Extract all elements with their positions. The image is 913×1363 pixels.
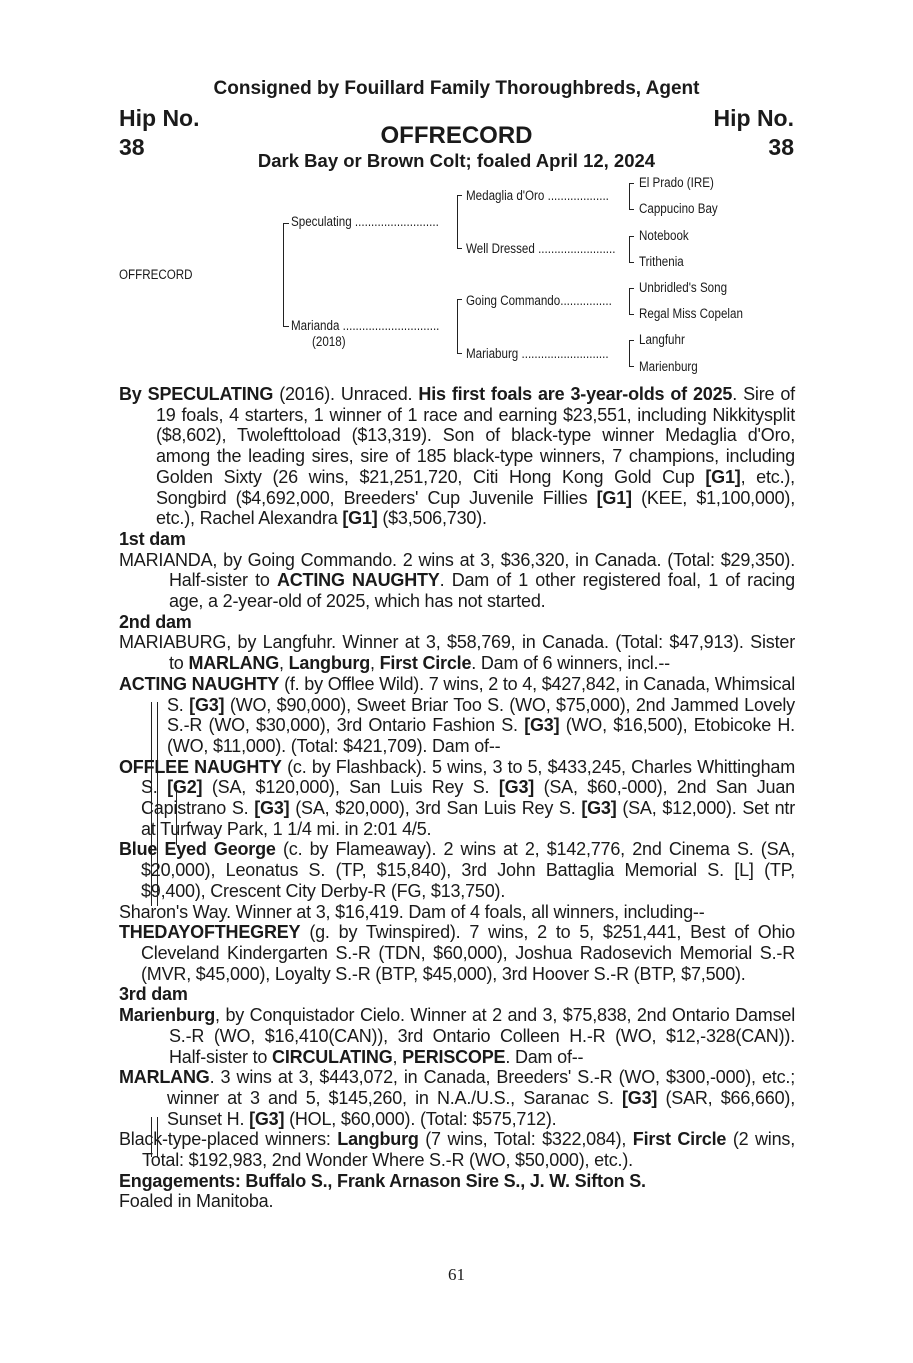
- bracket-line: [629, 209, 634, 210]
- bracket-line: [629, 366, 634, 367]
- produce-sharons-way: Sharon's Way. Winner at 3, $16,419. Dam of 4 foals, all winners, including--: [119, 901, 705, 922]
- sire-name: By SPECULATING: [119, 384, 274, 404]
- bracket-line: [629, 236, 630, 263]
- pedigree-dam-year: (2018): [312, 334, 346, 349]
- pedigree-dam-sire: Going Commando................: [466, 293, 612, 308]
- third-dam-heading: 3rd dam: [119, 984, 188, 1005]
- second-dam-heading: 2nd dam: [119, 611, 192, 632]
- first-dam-heading: 1st dam: [119, 528, 186, 549]
- bracket-line: [629, 340, 634, 341]
- sire-paragraph: By SPECULATING (2016). Unraced. His first foals are 3-year-olds of 2025. Sire of 19 foals, 4 starters, 1 winner of 1 race and earning $23,551, including Nikkitysplit ($8,602), Twolefttoload ($13,319). Son of black-type winner Medaglia d'Oro, among the leading sires, sire of 185 black-type winners, 7 champions, including Golden Sixty (26 wins, $21,251,720, Citi Hong Kong Gold Cup [G1], etc.), Songbird ($4,692,000, Breeders' Cup Juvenile Fillies [G1] (KEE, $1,100,000), etc.), Rachel Alexandra [G1] ($3,506,730).: [119, 384, 795, 529]
- produce-offlee-naughty: OFFLEE NAUGHTY (c. by Flashback). 5 wins, 3 to 5, $433,245, Charles Whittingham S. [G2] (SA, $120,000), San Luis Rey S. [G3] (SA, $60,-000), 2nd San Juan Capistrano S. [G3] (SA, $20,000), 3rd San Luis Rey S. [G3] (SA, $12,000). Set ntr at Turfway Park, 1 1/4 mi. in 2:01 4/5.: [119, 756, 795, 839]
- bracket-line: [457, 299, 462, 300]
- horse-name: OFFRECORD: [380, 122, 533, 149]
- bracket-line: [283, 326, 289, 327]
- bracket-line: [629, 236, 634, 237]
- produce-acting-naughty: ACTING NAUGHTY (f. by Offlee Wild). 7 wins, 2 to 4, $427,842, in Canada, Whimsical S. [G3] (WO, $90,000), Sweet Briar Too S. (WO, $75,000), 2nd Jammed Lovely S.-R (WO, $30,000), 3rd Ontario Fashion S. [G3] (WO, $16,500), Etobicoke H. (WO, $11,000). (Total: $421,709). Dam of--: [119, 673, 795, 756]
- bracket-line: [629, 288, 630, 315]
- bracket-line: [457, 195, 462, 196]
- produce-blue-eyed-george: Blue Eyed George (c. by Flameaway). 2 wins at 2, $142,776, 2nd Cinema S. (SA, $20,000), Leonatus S. (TP, $15,840), 3rd John Battaglia Memorial S. [L] (TP, $9,400), Crescent City Derby-R (FG, $13,750).: [119, 839, 795, 901]
- bracket-line: [629, 262, 634, 263]
- pedigree-g3-3: Notebook: [639, 228, 689, 243]
- pedigree-sire-dam: Well Dressed ........................: [466, 241, 616, 256]
- foaled-location: Foaled in Manitoba.: [119, 1191, 274, 1212]
- pedigree-dam: Marianda ..............................: [291, 318, 440, 333]
- consignor-line: Consigned by Fouillard Family Thoroughbreds, Agent: [213, 78, 700, 99]
- hip-value: 38: [768, 134, 794, 160]
- pedigree-g3-2: Cappucino Bay: [639, 201, 718, 216]
- bracket-line: [457, 248, 462, 249]
- bracket-line: [283, 223, 284, 327]
- bracket-line: [629, 288, 634, 289]
- produce-marlang: MARLANG. 3 wins at 3, $443,072, in Canada, Breeders' S.-R (WO, $300,-000), etc.; winner at 3 and 5, $145,260, in N.A./U.S., Saranac S. [G3] (SAR, $66,660), Sunset H. [G3] (HOL, $60,000). (Total: $575,712).: [119, 1067, 795, 1129]
- bracket-line: [629, 314, 634, 315]
- bracket-line: [283, 223, 289, 224]
- pedigree-g3-4: Trithenia: [639, 254, 684, 269]
- pedigree-g3-8: Marienburg: [639, 359, 698, 374]
- pedigree-dam-dam: Mariaburg ...........................: [466, 346, 609, 361]
- pedigree-g3-7: Langfuhr: [639, 332, 685, 347]
- first-dam-paragraph: MARIANDA, by Going Commando. 2 wins at 3, $36,320, in Canada. (Total: $29,350). Half-sister to ACTING NAUGHTY. Dam of 1 other registered foal, 1 of racing age, a 2-year-old of 2025, which has not started.: [119, 549, 795, 612]
- pedigree-g3-6: Regal Miss Copelan: [639, 306, 743, 321]
- third-dam-paragraph: Marienburg, by Conquistador Cielo. Winner at 2 and 3, $75,838, 2nd Ontario Damsel S.-R (WO, $16,410(CAN)), 3rd Ontario Colleen H.-R (WO, $12,-328(CAN)). Half-sister to CIRCULATING, PERISCOPE. Dam of--: [119, 1005, 795, 1067]
- catalog-body: [119, 384, 795, 1212]
- pedigree-g3-1: El Prado (IRE): [639, 175, 714, 190]
- bracket-line: [629, 340, 630, 367]
- hip-label: Hip No.: [713, 105, 794, 131]
- page-number: 61: [448, 1265, 465, 1284]
- horse-description: Dark Bay or Brown Colt; foaled April 12, 2024: [257, 150, 656, 171]
- pedigree-sire: Speculating ..........................: [291, 214, 439, 229]
- bracket-line: [457, 353, 462, 354]
- bracket-line: [457, 299, 458, 354]
- bracket-line: [457, 195, 458, 249]
- black-type-placed: Black-type-placed winners: Langburg (7 wins, Total: $322,084), First Circle (2 wins, Total: $192,983, 2nd Wonder Where S.-R (WO, $50,000), etc.).: [119, 1129, 796, 1171]
- pedigree-sire-sire: Medaglia d'Oro ...................: [466, 188, 609, 203]
- bracket-line: [629, 183, 630, 210]
- pedigree-subject: OFFRECORD: [119, 267, 193, 282]
- engagements: Engagements: Buffalo S., Frank Arnason Sire S., J. W. Sifton S.: [119, 1170, 646, 1191]
- pedigree-g3-5: Unbridled's Song: [639, 280, 728, 295]
- bracket-line: [629, 183, 634, 184]
- hip-value: 38: [119, 134, 145, 160]
- hip-label: Hip No.: [119, 105, 200, 131]
- second-dam-paragraph: MARIABURG, by Langfuhr. Winner at 3, $58,769, in Canada. (Total: $47,913). Sister to MARLANG, Langburg, First Circle. Dam of 6 winners, incl.--: [119, 632, 795, 674]
- produce-thedayofthegrey: THEDAYOFTHEGREY (g. by Twinspired). 7 wins, 2 to 5, $251,441, Best of Ohio Cleveland Kindergarten S.-R (TDN, $60,000), Joshua Radosevich Memorial S.-R (MVR, $45,000), Loyalty S.-R (BTP, $45,000), 3rd Hoover S.-R (BTP, $7,500).: [119, 922, 795, 984]
